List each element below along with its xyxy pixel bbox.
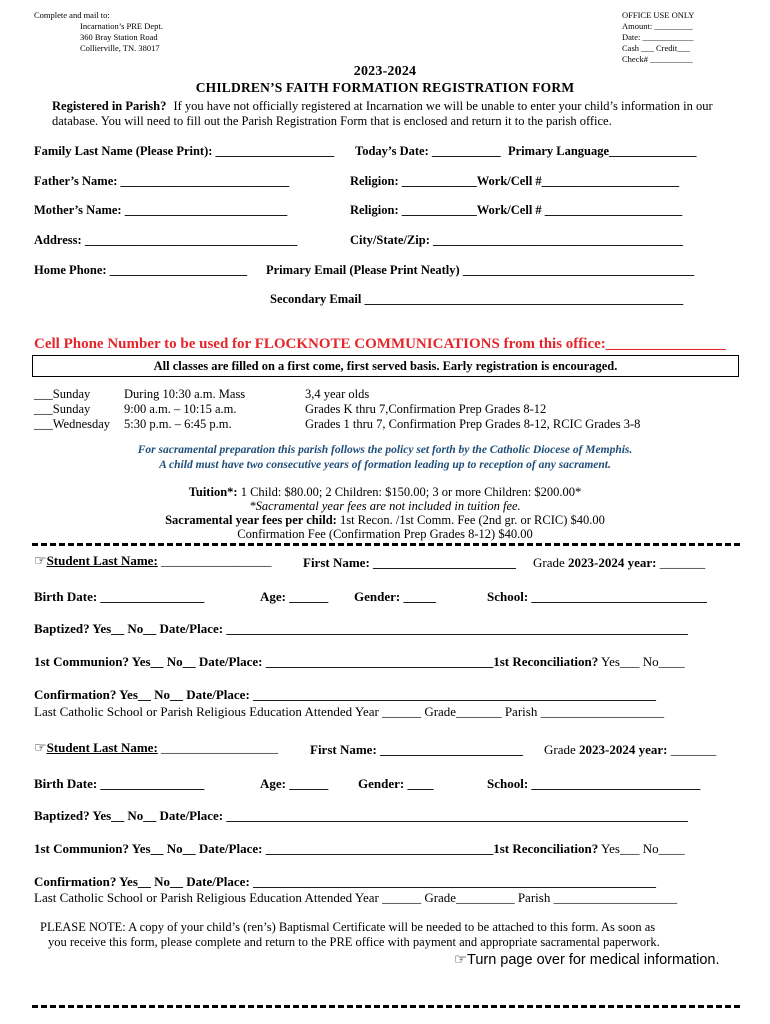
mail-to-label: Complete and mail to: bbox=[34, 10, 110, 20]
father-name-field[interactable]: Father’s Name: ___________________________ bbox=[34, 174, 290, 188]
form-year: 2023-2024 bbox=[353, 64, 417, 79]
tuition-label: Tuition*: bbox=[188, 485, 238, 499]
student2-baptized-field[interactable]: Baptized? Yes__ No__ Date/Place: _______________________________________________________________________ bbox=[34, 808, 688, 823]
grade-label: Grade bbox=[533, 555, 569, 570]
mail-to-street: 360 Bray Station Road bbox=[80, 32, 158, 42]
class-day: ___Sunday bbox=[34, 387, 91, 401]
primary-email-field[interactable]: Primary Email (Please Print Neatly) _____________________________________ bbox=[266, 263, 695, 277]
student2-confirmation-field[interactable]: Confirmation? Yes__ No__ Date/Place: ______________________________________________________________ bbox=[34, 874, 657, 889]
bottom-divider-dashed bbox=[32, 1005, 740, 1008]
divider-dashed bbox=[32, 543, 740, 546]
student1-first-name-field[interactable]: First Name: ______________________ bbox=[303, 555, 517, 570]
mail-to-city: Collierville, TN. 38017 bbox=[80, 43, 160, 53]
class-option-sunday-morning[interactable] bbox=[34, 402, 90, 417]
tuition-line bbox=[0, 485, 770, 500]
student2-last-name-label: Student Last Name: bbox=[46, 740, 158, 755]
flocknote-phone-field[interactable]: Cell Phone Number to be used for FLOCKNOTE COMMUNICATIONS from this office:________________ bbox=[34, 336, 726, 352]
student2-last-school-field[interactable]: Last Catholic School or Parish Religious Education Attended Year ______ Grade_________ Parish ___________________ bbox=[34, 890, 678, 905]
student1-last-school-field[interactable]: Last Catholic School or Parish Religious Education Attended Year ______ Grade_______ Parish ___________________ bbox=[34, 704, 665, 719]
class-day: ___Wednesday bbox=[34, 417, 111, 431]
grade-year-label: 2023-2024 year: bbox=[579, 742, 668, 757]
student1-gender-field[interactable]: Gender: _____ bbox=[354, 589, 436, 604]
office-use-title: OFFICE USE ONLY bbox=[622, 10, 695, 20]
primary-language-field[interactable]: Primary Language______________ bbox=[508, 144, 697, 158]
turn-page-note bbox=[454, 952, 720, 968]
sacramental-fee-text: 1st Recon. /1st Comm. Fee (2nd gr. or RCIC) $40.00 bbox=[336, 513, 605, 527]
tuition-text: 1 Child: $80.00; 2 Children: $150.00; 3 or more Children: $200.00* bbox=[237, 485, 582, 499]
registration-notice: All classes are filled on a first come, first served basis. Early registration is encouraged. bbox=[153, 359, 618, 373]
student1-school-field[interactable]: School: ___________________________ bbox=[487, 589, 707, 604]
pointing-hand-icon: ☞ bbox=[34, 740, 47, 756]
student1-confirmation-field[interactable]: Confirmation? Yes__ No__ Date/Place: ______________________________________________________________ bbox=[34, 687, 657, 702]
class-grades: Grades K thru 7,Confirmation Prep Grades 8-12 bbox=[305, 402, 547, 416]
todays-date-field[interactable]: Today’s Date: ___________ bbox=[355, 144, 501, 158]
student1-name-row[interactable] bbox=[34, 553, 272, 569]
class-time: 9:00 a.m. – 10:15 a.m. bbox=[124, 402, 237, 416]
student2-grade-field[interactable] bbox=[544, 742, 716, 758]
student1-age-field[interactable]: Age: ______ bbox=[260, 589, 329, 604]
student1-last-name-blank[interactable]: _________________ bbox=[157, 553, 272, 568]
class-option-wednesday[interactable] bbox=[34, 417, 110, 432]
registered-note-line1 bbox=[52, 99, 713, 114]
address-field[interactable]: Address: __________________________________ bbox=[34, 233, 298, 247]
class-day: ___Sunday bbox=[34, 402, 91, 416]
mother-name-field[interactable]: Mother’s Name: __________________________ bbox=[34, 203, 288, 217]
family-last-name-field[interactable]: Family Last Name (Please Print): ___________________ bbox=[34, 144, 335, 158]
confirmation-fee: Confirmation Fee (Confirmation Prep Grades 8-12) $40.00 bbox=[237, 527, 533, 541]
mail-to-dept: Incarnation’s PRE Dept. bbox=[80, 21, 163, 31]
office-date[interactable]: Date: ____________ bbox=[622, 32, 694, 42]
secondary-email-field[interactable]: Secondary Email ___________________________________________________ bbox=[270, 292, 684, 306]
grade-year-label: 2023-2024 year: bbox=[568, 555, 657, 570]
office-amount[interactable]: Amount: _________ bbox=[622, 21, 693, 31]
turn-page-text: Turn page over for medical information. bbox=[467, 952, 720, 968]
please-note-line1: PLEASE NOTE: A copy of your child’s (ren’s) Baptismal Certificate will be needed to be attached to this form. As soon as bbox=[40, 920, 656, 934]
grade-label: Grade bbox=[544, 742, 580, 757]
student1-baptized-field[interactable]: Baptized? Yes__ No__ Date/Place: _______________________________________________________________________ bbox=[34, 621, 688, 636]
policy-line-2: A child must have two consecutive years of formation leading up to reception of any sacrament. bbox=[159, 459, 611, 471]
student2-age-field[interactable]: Age: ______ bbox=[260, 776, 329, 791]
student2-first-name-field[interactable]: First Name: ______________________ bbox=[310, 742, 524, 757]
registered-label: Registered in Parish? bbox=[52, 99, 167, 113]
office-check-number[interactable]: Check# __________ bbox=[622, 54, 693, 64]
sacramental-fee-label: Sacramental year fees per child: bbox=[165, 513, 337, 527]
student2-birth-date-field[interactable]: Birth Date: ________________ bbox=[34, 776, 205, 791]
student1-birth-date-field[interactable]: Birth Date: ________________ bbox=[34, 589, 205, 604]
grade-blank[interactable]: _______ bbox=[656, 555, 706, 570]
registered-text: If you have not officially registered at Incarnation we will be unable to enter your child’s information in our bbox=[173, 99, 713, 113]
student2-name-row[interactable] bbox=[34, 740, 278, 756]
class-time: 5:30 p.m. – 6:45 p.m. bbox=[124, 417, 232, 431]
please-note-line2: you receive this form, please complete and return to the PRE office with payment and appropriate sacramental paperwork. bbox=[48, 935, 660, 949]
class-grades: Grades 1 thru 7, Confirmation Prep Grades 8-12, RCIC Grades 3-8 bbox=[305, 417, 641, 431]
sacramental-fee-line bbox=[0, 513, 770, 528]
student2-communion-field[interactable]: 1st Communion? Yes__ No__ Date/Place: ___________________________________1st Reconciliation? Yes___ No____ bbox=[34, 841, 685, 856]
student2-school-field[interactable]: School: __________________________ bbox=[487, 776, 701, 791]
student1-grade-field[interactable] bbox=[533, 555, 705, 571]
student2-gender-field[interactable]: Gender: ____ bbox=[358, 776, 434, 791]
registered-note-line2: database. You will need to fill out the Parish Registration Form that is enclosed and return it to the parish office. bbox=[52, 114, 612, 128]
city-state-zip-field[interactable]: City/State/Zip: ________________________________________ bbox=[350, 233, 683, 247]
class-time: During 10:30 a.m. Mass bbox=[124, 387, 246, 401]
mother-religion-work-field[interactable]: Religion: ____________Work/Cell # ______________________ bbox=[350, 203, 683, 217]
student2-last-name-blank[interactable]: __________________ bbox=[157, 740, 279, 755]
pointing-hand-icon: ☞ bbox=[454, 952, 467, 968]
grade-blank[interactable]: _______ bbox=[667, 742, 717, 757]
form-title: CHILDREN’S FAITH FORMATION REGISTRATION FORM bbox=[195, 80, 575, 95]
class-option-sunday-mass[interactable] bbox=[34, 387, 90, 402]
tuition-note: *Sacramental year fees are not included in tuition fee. bbox=[249, 499, 521, 513]
student1-last-name-label: Student Last Name: bbox=[46, 553, 158, 568]
class-grades: 3,4 year olds bbox=[305, 387, 370, 401]
home-phone-field[interactable]: Home Phone: ______________________ bbox=[34, 263, 248, 277]
student1-communion-field[interactable]: 1st Communion? Yes__ No__ Date/Place: ___________________________________1st Reconciliation? Yes___ No____ bbox=[34, 654, 685, 669]
father-religion-work-field[interactable]: Religion: ____________Work/Cell #______________________ bbox=[350, 174, 680, 188]
pointing-hand-icon: ☞ bbox=[34, 553, 47, 569]
policy-line-1: For sacramental preparation this parish follows the policy set forth by the Catholic Diocese of Memphis. bbox=[137, 444, 633, 456]
office-payment-method[interactable]: Cash ___ Credit___ bbox=[622, 43, 690, 53]
